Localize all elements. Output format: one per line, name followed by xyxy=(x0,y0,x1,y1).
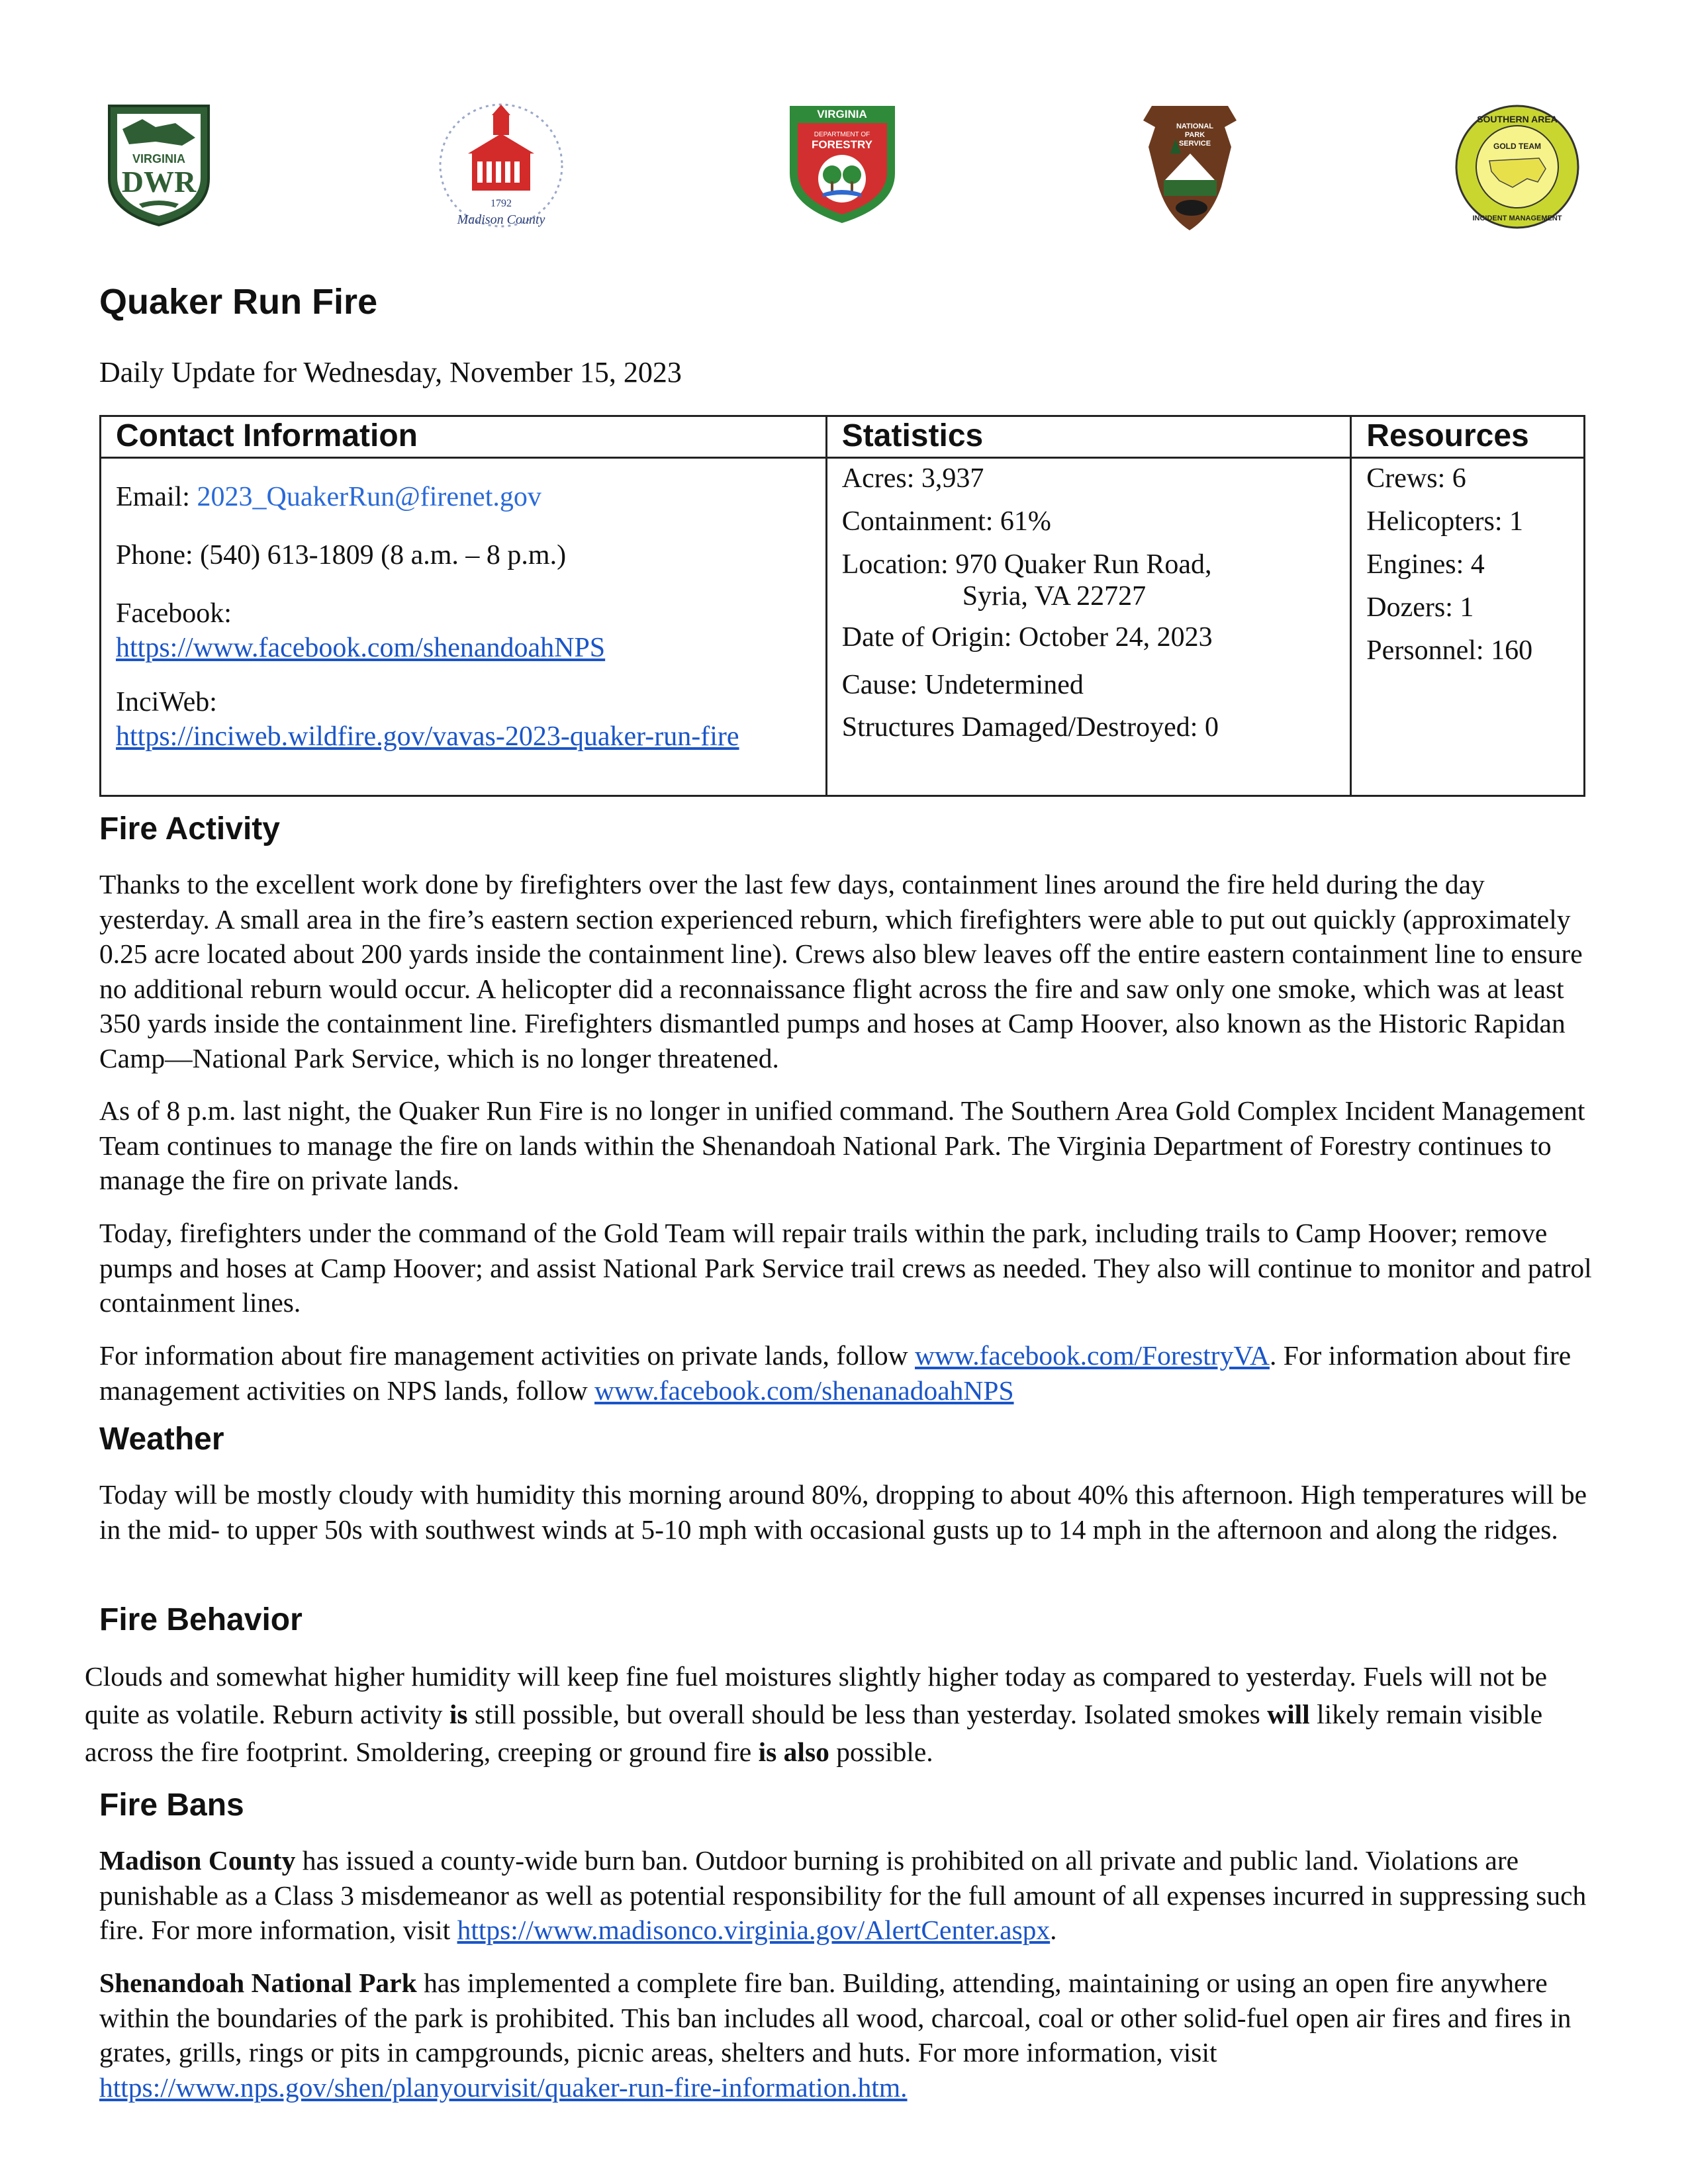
contact-header: Contact Information xyxy=(101,416,827,458)
madison-county-label: Madison County xyxy=(99,1845,296,1876)
phone-text: Phone: (540) 613-1809 (8 a.m. – 8 p.m.) xyxy=(116,540,567,570)
fire-activity-text: . For information about fire management activities on NPS lands, follow xyxy=(99,1340,1571,1406)
email-label: Email: xyxy=(116,482,197,512)
resources-header: Resources xyxy=(1351,416,1585,458)
location-stat: Location: 970 Quaker Run Road, xyxy=(841,549,1212,580)
fire-behavior-heading: Fire Behavior xyxy=(99,1602,303,1637)
svg-text:VIRGINIA: VIRGINIA xyxy=(817,108,867,120)
svg-text:NATIONAL: NATIONAL xyxy=(1176,122,1214,130)
madison-alert-link[interactable]: https://www.madisonco.virginia.gov/AlertCenter.aspx xyxy=(457,1915,1051,1945)
virginia-forestry-logo xyxy=(784,101,900,230)
statistics-header: Statistics xyxy=(826,416,1351,458)
page-title: Quaker Run Fire xyxy=(99,282,378,322)
engines-count: Engines: 4 xyxy=(1366,549,1485,580)
fire-activity-paragraph-2: As of 8 p.m. last night, the Quaker Run Fire is no longer in unified command. The Southern Area Gold Complex Incident Management Team continues to manage the fire on lands within the Shenandoah National Park. The Virginia Department of Forestry continues to manage the fire on private lands. xyxy=(99,1095,1585,1195)
info-table xyxy=(99,415,1585,797)
snp-ban-text: has implemented a complete fire ban. Building, attending, maintaining or using an open fire anywhere within the boundaries of the park is prohibited. This ban includes all wood, charcoal, coal or other solid-fuel open air fires and fires in grates, grills, rings or pits in campgrounds, picnic areas, shelters and huts. For more information, visit xyxy=(99,1968,1571,2068)
fire-behavior-text: likely remain visible across the fire footprint. Smoldering, creeping or ground fire xyxy=(85,1699,1543,1767)
snp-ban-paragraph xyxy=(99,1966,1595,2105)
location-stat-line2: Syria, VA 22727 xyxy=(962,581,1147,612)
snp-label: Shenandoah National Park xyxy=(99,1968,417,1998)
resources-cell xyxy=(1351,458,1585,796)
cause-stat: Cause: Undetermined xyxy=(841,670,1084,700)
update-date: Daily Update for Wednesday, November 15, 2023 xyxy=(99,356,682,388)
facebook-link[interactable]: https://www.facebook.com/shenandoahNPS xyxy=(116,633,606,663)
weather-paragraph: Today will be mostly cloudy with humidity this morning around 80%, dropping to about 40% this afternoon. High temperatures will be in the mid- to upper 50s with southwest winds at 5-10 mph with occasional gusts up to 14 mph in the afternoon and along the ridges. xyxy=(99,1479,1587,1545)
statistics-cell xyxy=(826,458,1351,796)
svg-text:GOLD TEAM: GOLD TEAM xyxy=(1493,142,1541,151)
virginia-dwr-logo xyxy=(103,99,215,232)
svg-text:Madison County: Madison County xyxy=(457,212,545,227)
inciweb-link[interactable]: https://inciweb.wildfire.gov/vavas-2023-quaker-run-fire xyxy=(116,721,739,752)
fire-behavior-paragraph xyxy=(85,1658,1601,1771)
svg-text:PARK: PARK xyxy=(1184,131,1205,139)
national-park-service-logo xyxy=(1139,101,1241,236)
containment-stat: Containment: 61% xyxy=(841,506,1051,537)
weather-heading: Weather xyxy=(99,1422,224,1457)
svg-text:SERVICE: SERVICE xyxy=(1178,140,1211,148)
svg-text:FORESTRY: FORESTRY xyxy=(812,138,872,151)
madison-county-seal xyxy=(434,99,569,235)
fire-behavior-emphasis: is also xyxy=(758,1737,829,1767)
svg-text:1792: 1792 xyxy=(491,198,512,209)
madison-ban-text: has issued a county-wide burn ban. Outdoor burning is prohibited on all private and public land. Violations are punishable as a Class 3 misdemeanor as well as potential responsibility for the full amount of all expenses incurred in suppressing such fire. For more information, visit xyxy=(99,1845,1587,1945)
fire-behavior-text: Clouds and somewhat higher humidity will keep fine fuel moistures slightly higher today as compared to yesterday. Fuels will not be quite as volatile. Reburn activity xyxy=(85,1661,1548,1729)
fire-activity-paragraph-1: Thanks to the excellent work done by firefighters over the last few days, containment lines around the fire held during the day yesterday. A small area in the fire’s eastern section experienced reburn, which firefighters were able to put out quickly (approximately 0.25 acre located about 200 yards inside the containment line). Crews also blew leaves off the entire eastern containment line to ensure no additional reburn would occur. A helicopter did a reconnaissance flight across the fire and saw only one smoke, which was at least 350 yards inside the containment line. Firefighters dismantled pumps and hoses at Camp Hoover, also known as the Historic Rapidan Camp—National Park Service, which is no longer threatened. xyxy=(99,869,1583,1073)
svg-text:SOUTHERN AREA: SOUTHERN AREA xyxy=(1477,114,1558,124)
svg-text:DWR: DWR xyxy=(121,165,197,199)
helicopters-count: Helicopters: 1 xyxy=(1366,506,1524,537)
southern-area-gold-team-logo xyxy=(1453,103,1582,235)
fire-activity-text: For information about fire management activities on private lands, follow xyxy=(99,1340,915,1371)
fire-behavior-text: still possible, but overall should be less than yesterday. Isolated smokes xyxy=(467,1699,1268,1729)
fire-behavior-text: possible. xyxy=(829,1737,933,1767)
nps-quaker-run-link[interactable]: https://www.nps.gov/shen/planyourvisit/quaker-run-fire-information.htm. xyxy=(99,2071,908,2103)
fire-behavior-emphasis: is xyxy=(449,1699,468,1729)
crews-count: Crews: 6 xyxy=(1366,463,1466,494)
svg-text:DEPARTMENT OF: DEPARTMENT OF xyxy=(814,131,870,138)
nps-facebook-link[interactable]: www.facebook.com/shenanadoahNPS xyxy=(594,1375,1014,1406)
origin-date-stat: Date of Origin: October 24, 2023 xyxy=(841,622,1213,653)
svg-text:VIRGINIA: VIRGINIA xyxy=(132,152,186,165)
svg-text:INCIDENT MANAGEMENT: INCIDENT MANAGEMENT xyxy=(1472,214,1562,222)
acres-stat: Acres: 3,937 xyxy=(841,463,984,494)
fire-activity-heading: Fire Activity xyxy=(99,811,280,846)
fire-activity-paragraph-3: Today, firefighters under the command of the Gold Team will repair trails within the park, including trails to Camp Hoover; remove pumps and hoses at Camp Hoover; and assist National Park Service trail crews as needed. They also will continue to monitor and patrol containment lines. xyxy=(99,1218,1592,1318)
fire-activity-paragraph-4 xyxy=(99,1338,1595,1408)
personnel-count: Personnel: 160 xyxy=(1366,635,1533,666)
forestry-va-link[interactable]: www.facebook.com/ForestryVA xyxy=(915,1340,1270,1371)
fire-bans-heading: Fire Bans xyxy=(99,1788,244,1823)
fire-behavior-emphasis: will xyxy=(1267,1699,1310,1729)
email-link[interactable]: 2023_QuakerRun@firenet.gov xyxy=(197,482,541,512)
inciweb-label: InciWeb: xyxy=(116,687,217,717)
contact-cell xyxy=(101,458,827,796)
structures-stat: Structures Damaged/Destroyed: 0 xyxy=(841,712,1219,743)
dozers-count: Dozers: 1 xyxy=(1366,592,1474,623)
facebook-label: Facebook: xyxy=(116,598,232,629)
madison-ban-paragraph xyxy=(99,1843,1595,1948)
madison-ban-text: . xyxy=(1050,1915,1057,1945)
